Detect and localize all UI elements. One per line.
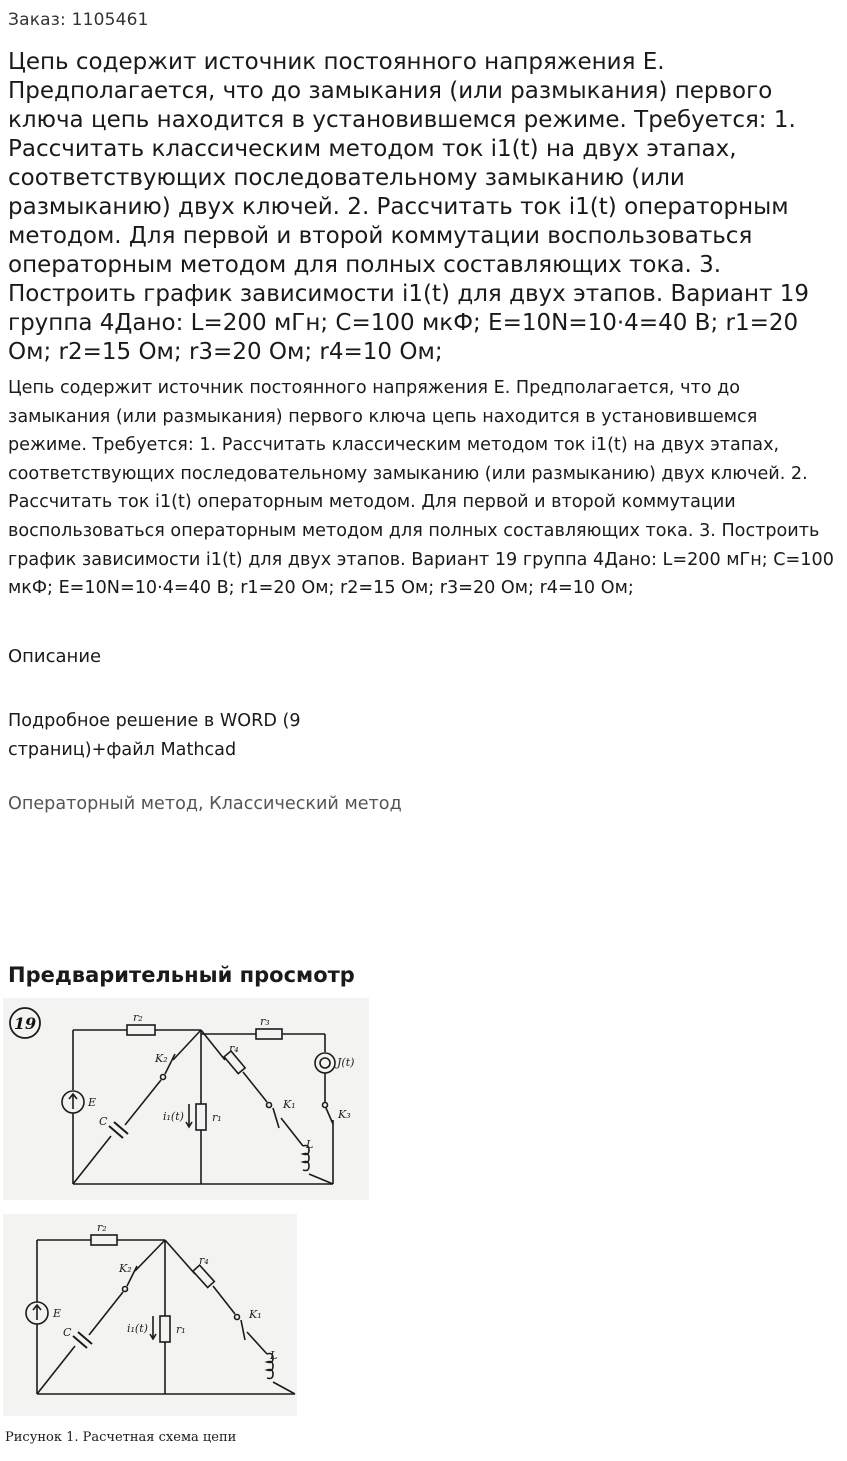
label-r2: r₂ (97, 1221, 107, 1234)
current-source-j (315, 1053, 335, 1073)
label-r2: r₂ (133, 1011, 143, 1024)
label-r4: r₄ (199, 1254, 209, 1267)
label-k2: K₂ (155, 1052, 168, 1065)
label-c: C (99, 1115, 108, 1128)
resistor-r2 (91, 1235, 117, 1245)
label-c: C (63, 1326, 72, 1339)
task-description: Цепь содержит источник постоянного напряжения E. Предполагается, что до замыкания (или размыкания) первого ключа цепь находится в установившемся режиме. Требуется: 1. Рассчитать классическим методом ток i1(t) на двух этапах, соответствующих последовательному замыканию (или размыканию) двух ключей. 2. Рассчитать ток i1(t) операторным методом. Для первой и второй коммутации воспользоваться операторным методом для полных составляющих тока. 3. Построить график зависимости i1(t) для двух этапов. Вариант 19 группа 4Дано: L=200 мГн; C=100 мкФ; E=10N=10·4=40 В; r1=20 Ом; r2=15 Ом; r3=20 Ом; r4=10 Ом; (8, 378, 834, 599)
label-r3: r₃ (260, 1015, 270, 1028)
resistor-r1 (160, 1316, 170, 1342)
circuit-scheme-1-image (3, 998, 369, 1200)
label-k1: K₁ (283, 1098, 296, 1111)
label-e: E (53, 1307, 62, 1320)
preview-heading: Предварительный просмотр (8, 963, 355, 987)
label-l: L (306, 1138, 314, 1151)
switch-k1 (241, 1320, 245, 1340)
label-k3: K₃ (338, 1108, 351, 1121)
label-r1: r₁ (176, 1323, 186, 1336)
label-r4: r₄ (229, 1042, 239, 1055)
variant-number: 19 (13, 1014, 37, 1033)
label-l: L (270, 1349, 278, 1362)
switch-k3 (326, 1108, 333, 1124)
resistor-r4 (193, 1265, 214, 1287)
label-i1: i₁(t) (163, 1110, 184, 1123)
circuit-scheme-2-image (3, 1214, 297, 1416)
order-number: Заказ: 1105461 (8, 10, 149, 30)
label-i1: i₁(t) (127, 1322, 148, 1335)
label-j: J(t) (337, 1056, 355, 1069)
figure-caption: Рисунок 1. Расчетная схема цепи (5, 1430, 237, 1445)
resistor-r3 (256, 1029, 282, 1039)
resistor-r2 (127, 1025, 155, 1035)
switch-k1 (273, 1108, 279, 1128)
task-title: Цепь содержит источник постоянного напряжения E. Предполагается, что до замыкания (или размыкания) первого ключа цепь находится в установившемся режиме. Требуется: 1. Рассчитать классическим методом ток i1(t) на двух этапах, соответствующих последовательному замыканию (или размыканию) двух ключей. 2. Рассчитать ток i1(t) операторным методом. Для первой и второй коммутации воспользоваться операторным методом для полных составляющих тока. 3. Построить график зависимости i1(t) для двух этапов. Вариант 19 группа 4Дано: L=200 мГн; C=100 мкФ; E=10N=10·4=40 В; r1=20 Ом; r2=15 Ом; r3=20 Ом; r4=10 Ом; (8, 49, 810, 365)
solution-info: Подробное решение в WORD (9 страниц)+файл Mathcad (8, 711, 301, 760)
method-tags: Операторный метод, Классический метод (8, 794, 402, 814)
description-heading: Описание (8, 646, 102, 667)
resistor-r1 (196, 1104, 206, 1130)
label-e: E (88, 1096, 97, 1109)
label-r1: r₁ (212, 1111, 222, 1124)
label-k1: K₁ (249, 1308, 262, 1321)
label-k2: K₂ (119, 1262, 132, 1275)
